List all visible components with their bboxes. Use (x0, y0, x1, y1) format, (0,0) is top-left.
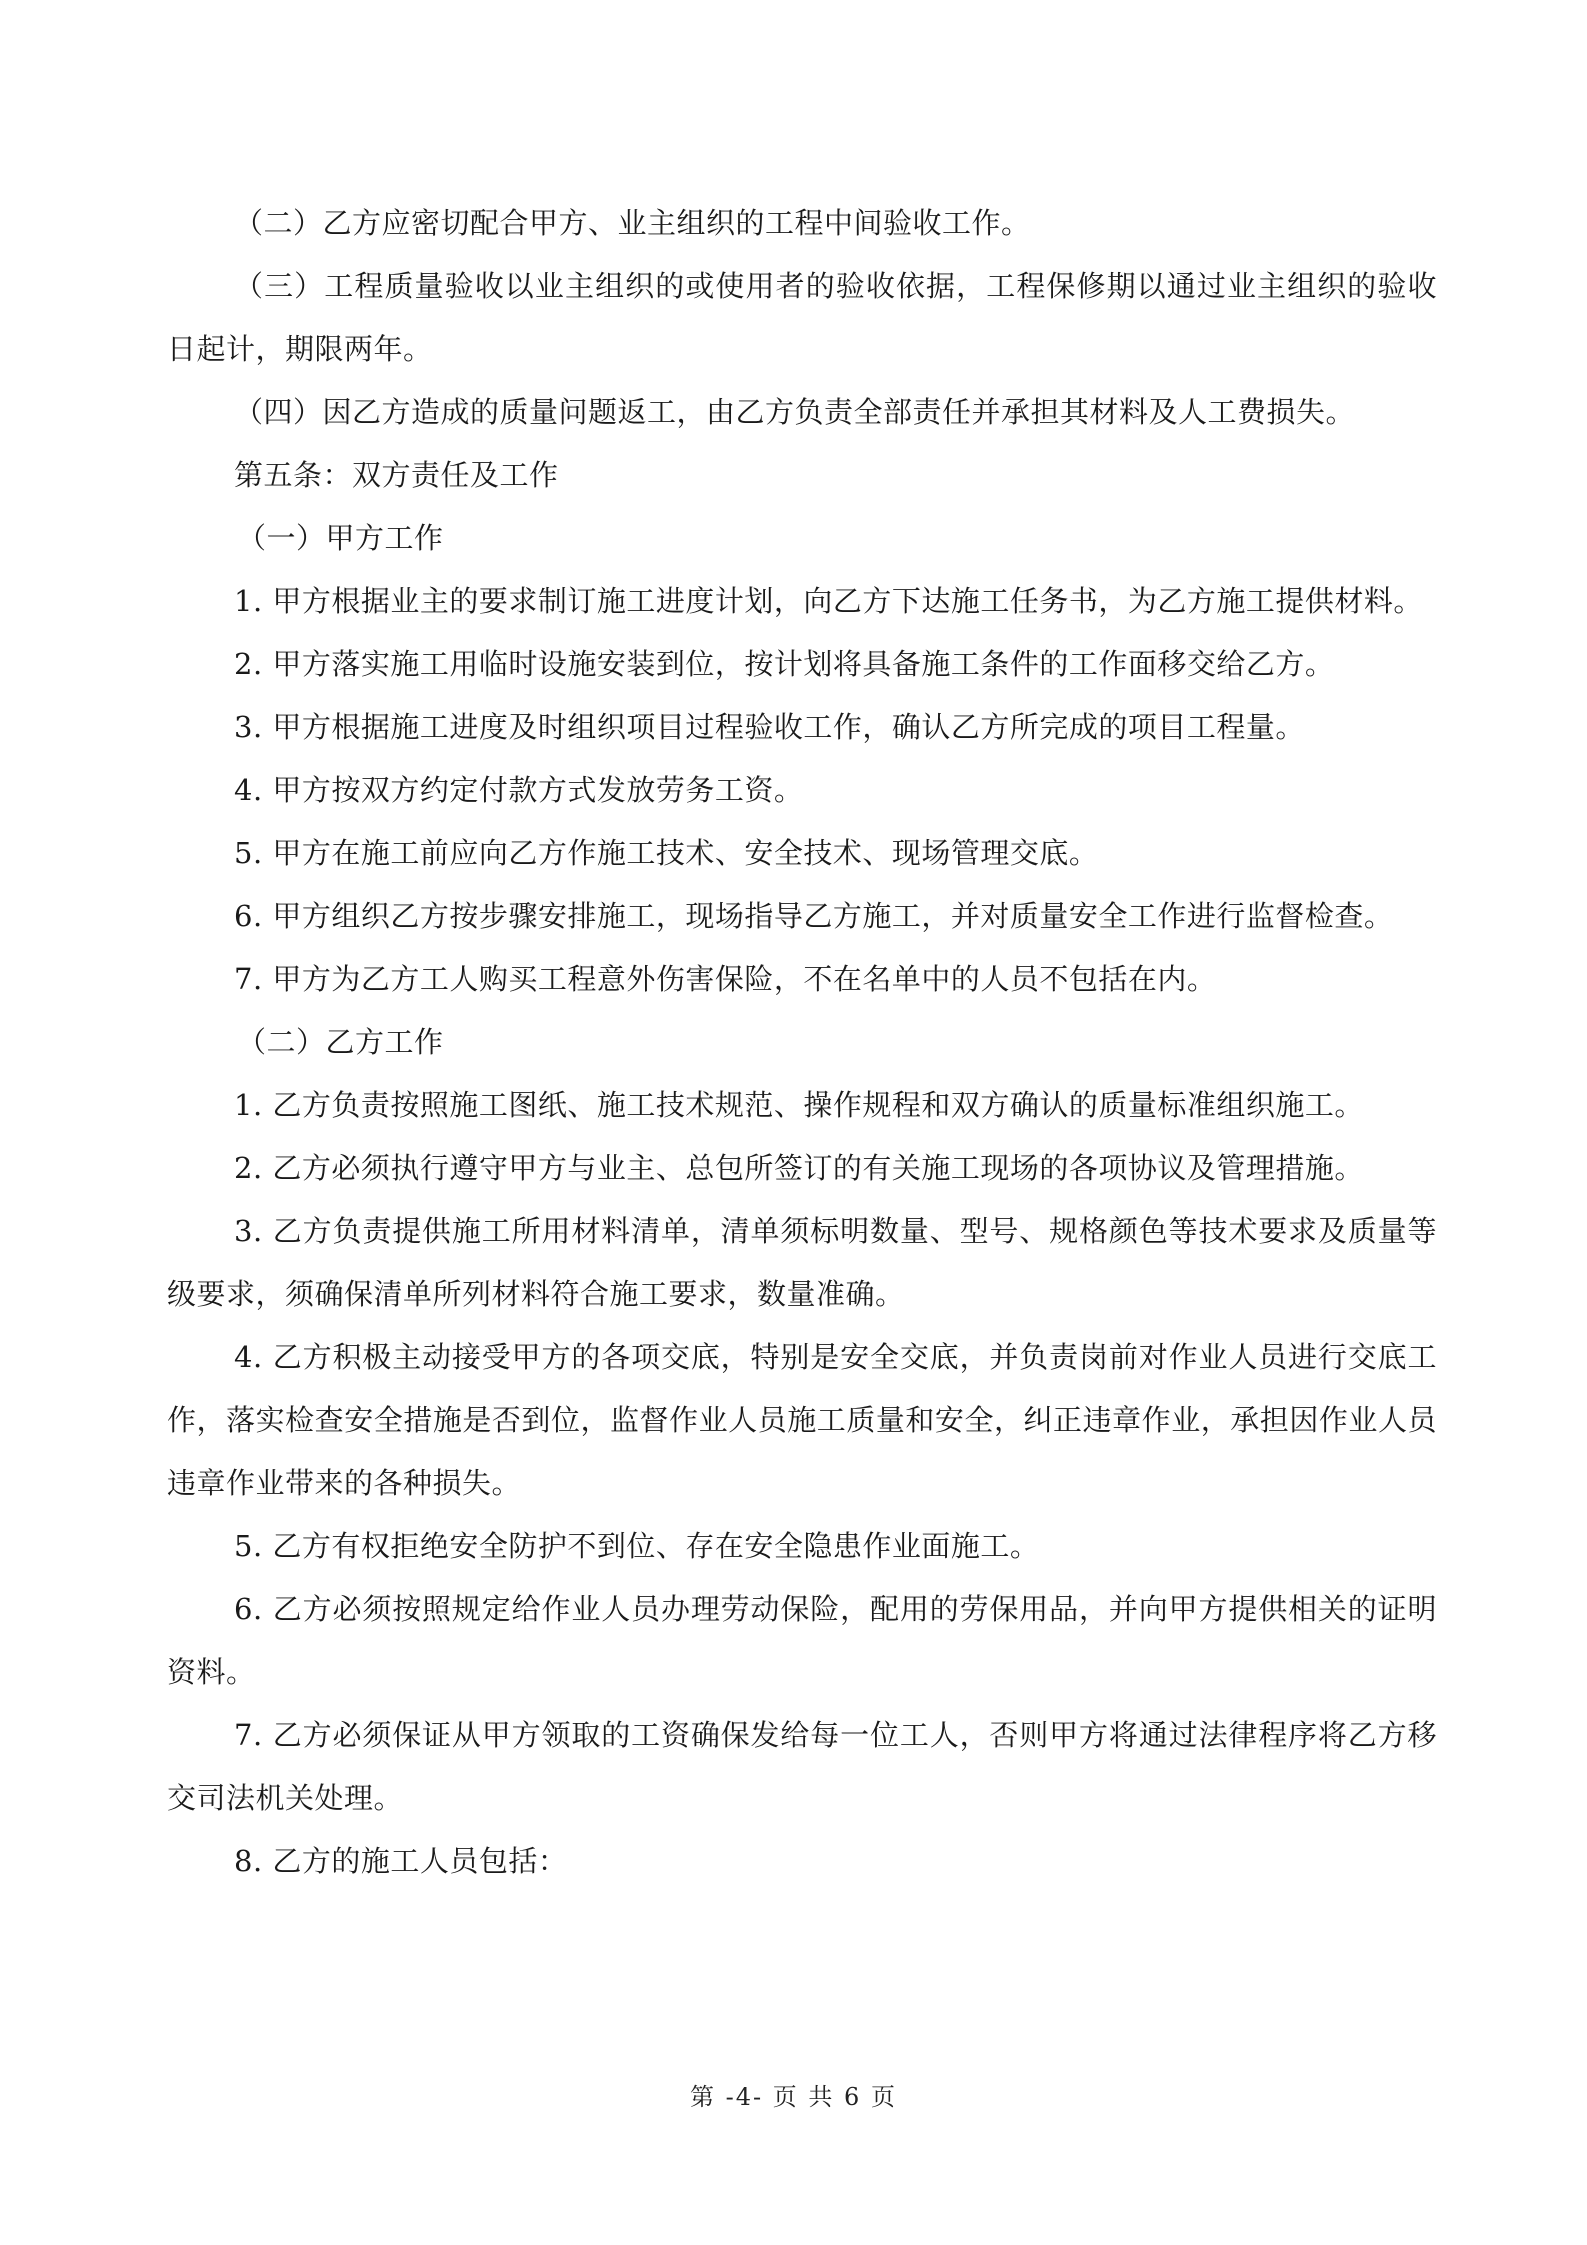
subsection-heading: （一）甲方工作 (237, 521, 444, 555)
list-item: 2. 甲方落实施工用临时设施安装到位，按计划将具备施工条件的工作面移交给乙方。 (234, 647, 1335, 681)
document-body (167, 192, 1437, 1893)
list-item: 4. 甲方按双方约定付款方式发放劳务工资。 (234, 773, 804, 807)
list-item: 3. 甲方根据施工进度及时组织项目过程验收工作，确认乙方所完成的项目工程量。 (234, 710, 1305, 744)
list-item: 5. 乙方有权拒绝安全防护不到位、存在安全隐患作业面施工。 (234, 1529, 1040, 1563)
list-item: 5. 甲方在施工前应向乙方作施工技术、安全技术、现场管理交底。 (234, 836, 1099, 870)
page-number-footer: 第 -4- 页 共 6 页 (690, 2083, 897, 2111)
list-item: 7. 乙方必须保证从甲方领取的工资确保发给每一位工人，否则甲方将通过法律程序将乙方移交司法机关处理。 (167, 1718, 1437, 1815)
list-item: 3. 乙方负责提供施工所用材料清单，清单须标明数量、型号、规格颜色等技术要求及质量等级要求，须确保清单所列材料符合施工要求，数量准确。 (167, 1214, 1437, 1311)
list-item: 4. 乙方积极主动接受甲方的各项交底，特别是安全交底，并负责岗前对作业人员进行交底工作，落实检查安全措施是否到位，监督作业人员施工质量和安全，纠正违章作业，承担因作业人员违章作业带来的各种损失。 (167, 1340, 1437, 1500)
list-item: 1. 乙方负责按照施工图纸、施工技术规范、操作规程和双方确认的质量标准组织施工。 (234, 1088, 1364, 1122)
list-item: 2. 乙方必须执行遵守甲方与业主、总包所签订的有关施工现场的各项协议及管理措施。 (234, 1151, 1364, 1185)
section-heading: 第五条：双方责任及工作 (234, 458, 559, 492)
list-item: 6. 乙方必须按照规定给作业人员办理劳动保险，配用的劳保用品，并向甲方提供相关的证明资料。 (167, 1592, 1437, 1689)
list-item: 7. 甲方为乙方工人购买工程意外伤害保险，不在名单中的人员不包括在内。 (234, 962, 1217, 996)
list-item: 8. 乙方的施工人员包括： (234, 1844, 568, 1878)
clause-paragraph: （四）因乙方造成的质量问题返工，由乙方负责全部责任并承担其材料及人工费损失。 (234, 395, 1356, 429)
list-item: 1. 甲方根据业主的要求制订施工进度计划，向乙方下达施工任务书，为乙方施工提供材料。 (234, 584, 1423, 618)
clause-paragraph: （二）乙方应密切配合甲方、业主组织的工程中间验收工作。 (234, 206, 1031, 240)
list-item: 6. 甲方组织乙方按步骤安排施工，现场指导乙方施工，并对质量安全工作进行监督检查。 (234, 899, 1394, 933)
subsection-heading: （二）乙方工作 (237, 1025, 444, 1059)
clause-paragraph: （三）工程质量验收以业主组织的或使用者的验收依据，工程保修期以通过业主组织的验收日起计，期限两年。 (167, 269, 1437, 366)
